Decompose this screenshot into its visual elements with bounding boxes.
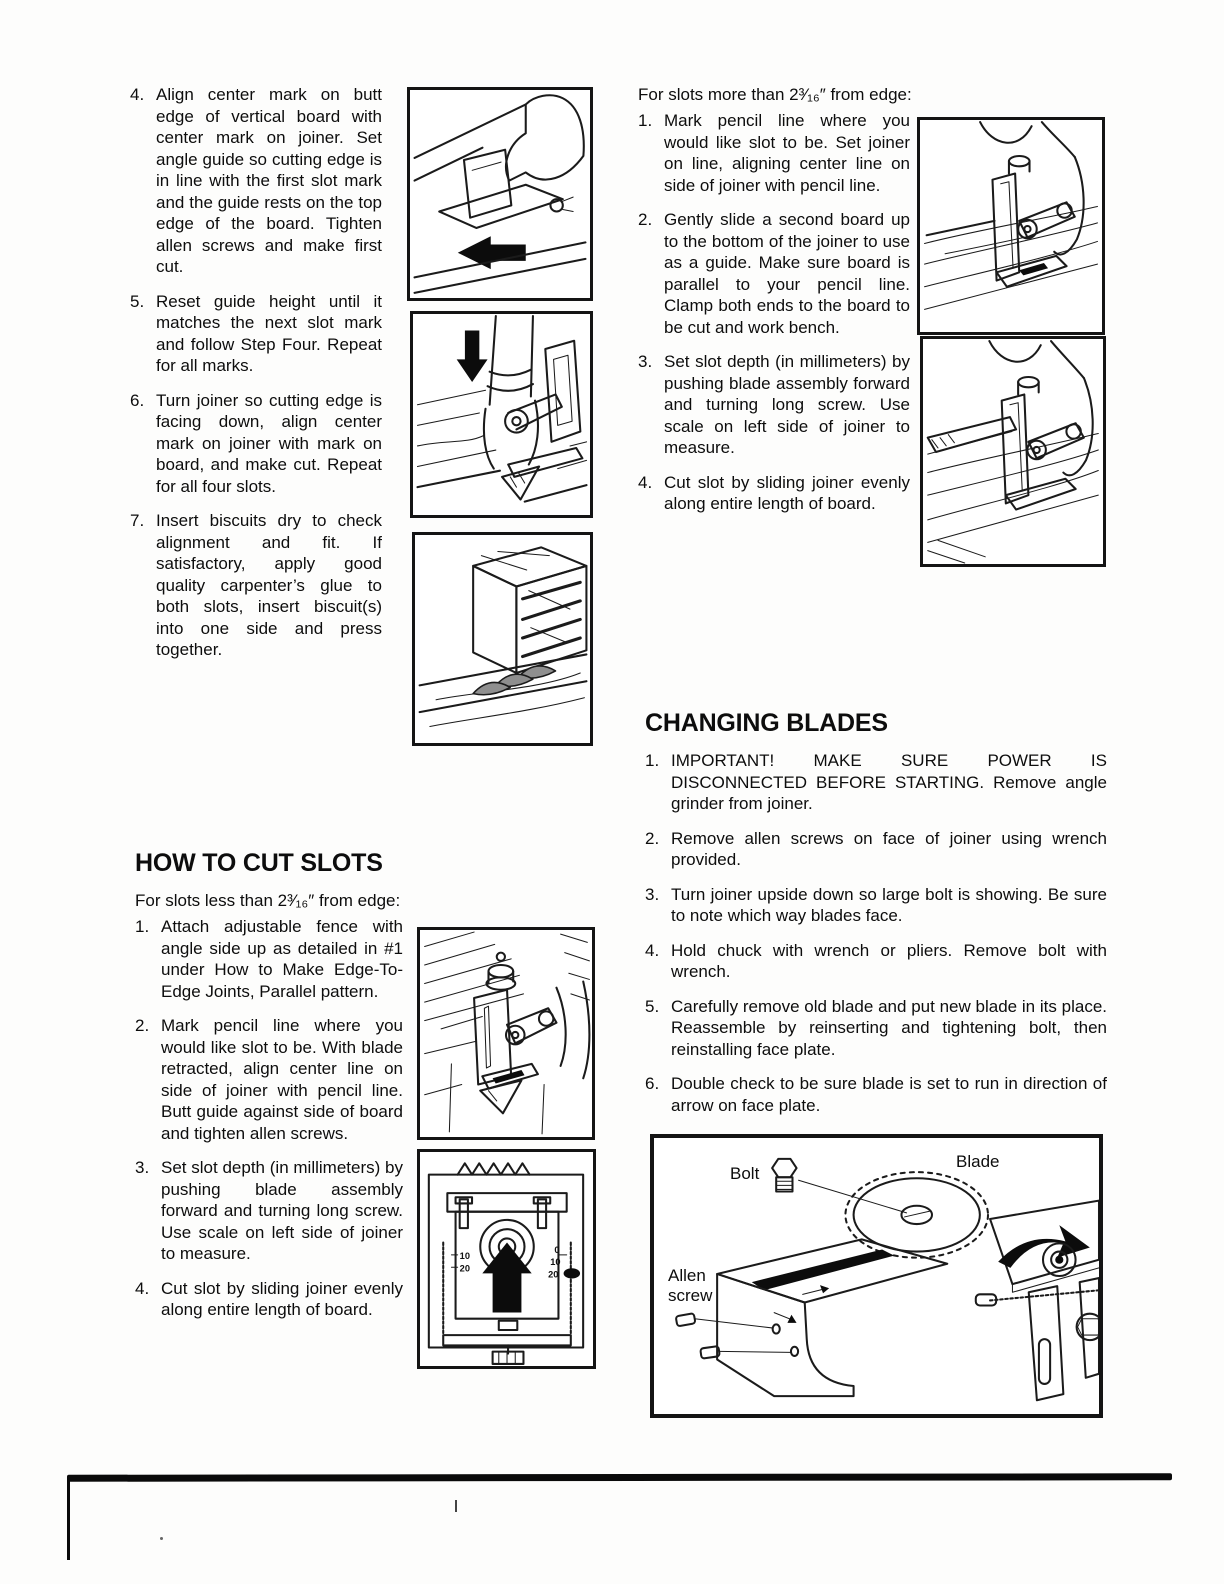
step-text: Double check to be sure blade is set to run in direction of arrow on face plate. [671, 1074, 1107, 1115]
list-item [135, 1015, 403, 1144]
step-number: 4. [130, 85, 145, 104]
scale-left-20: 20 [459, 1263, 470, 1274]
list-item [645, 750, 1107, 815]
step-number: 1. [645, 751, 660, 770]
list-item [638, 472, 910, 515]
scan-artifact-dot [160, 1537, 163, 1540]
list-item [135, 1278, 403, 1321]
list-item [638, 209, 910, 338]
step-text: Cut slot by sliding joiner evenly along entire length of board. [161, 1278, 403, 1319]
figure-joiner-on-pencil-line [917, 117, 1105, 335]
scan-artifact-tick [455, 1500, 457, 1512]
section-heading: HOW TO CUT SLOTS [135, 849, 383, 877]
step-number: 4. [645, 940, 660, 960]
scan-artifact-left-edge [67, 1480, 70, 1560]
step-number: 5. [645, 996, 660, 1016]
slots-near-steps-list [135, 916, 403, 1321]
step-text: Gently slide a second board up to the bottom of the joiner to use as a guide. Make sure board is parallel to your pencil line. Clamp both ends to the board to be cut and work bench. [664, 210, 910, 337]
slots-far-section [638, 84, 910, 528]
step-text: Set slot depth (in millimeters) by pushing blade assembly forward and turning long screw. Use scale on left side of joiner to measure. [664, 352, 910, 457]
step-text: Insert biscuits dry to check alignment and fit. If satisfactory, apply good quality carpenter’s glue to both slots, insert biscuit(s) into one side and press together. [156, 511, 382, 659]
list-item [645, 940, 1107, 983]
list-item [645, 996, 1107, 1061]
figure-joiner-vertical-cut [410, 311, 593, 518]
step-number: 1. [638, 111, 653, 130]
step-text: Set slot depth (in millimeters) by pushing blade assembly forward and turning long screw. Use scale on left side of joiner to measure. [161, 1158, 403, 1263]
allen-screw-label: Allen screw [668, 1266, 713, 1305]
step-number: 1. [135, 917, 150, 936]
step-number: 4. [135, 1278, 150, 1298]
scale-right-10: 10 [550, 1257, 561, 1268]
figure-joiner-with-guide-board [920, 336, 1106, 567]
step-number: 3. [645, 884, 660, 904]
step-text: Turn joiner upside down so large bolt is showing. Be sure to note which way blades face. [671, 884, 1107, 925]
step-text: Remove allen screws on face of joiner using wrench provided. [671, 828, 1107, 869]
blade-label: Blade [956, 1152, 1000, 1171]
step-text: Turn joiner so cutting edge is facing down, align center mark on joiner with mark on board, and make cut. Repeat for all four slots. [156, 390, 382, 496]
step-number: 2. [645, 828, 660, 848]
step-number: 3. [135, 1158, 150, 1177]
changing-blades-section [645, 710, 1107, 1129]
list-item [638, 351, 910, 459]
figure-depth-scale-front-view [417, 1149, 596, 1369]
list-item [135, 916, 403, 1002]
changing-blades-steps-list [645, 750, 1107, 1116]
scale-left-10: 10 [459, 1251, 470, 1261]
list-item [645, 828, 1107, 871]
list-item [130, 510, 382, 661]
list-item [645, 1073, 1107, 1116]
step-number: 3. [638, 352, 653, 371]
list-item [130, 84, 382, 278]
slots-far-steps-list [638, 110, 910, 515]
step-number: 7. [130, 511, 145, 530]
figure-biscuits-in-slots [412, 532, 593, 746]
step-text: Carefully remove old blade and put new blade in its place. Reassemble by reinserting and tightening bolt, then reinstalling face plate. [671, 996, 1107, 1059]
step-text: Mark pencil line where you would like slot to be. Set joiner on line, aligning center line on side of joiner with pencil line. [664, 111, 910, 195]
scale-right-0: 0 [554, 1244, 560, 1255]
list-item [130, 390, 382, 498]
list-item [645, 884, 1107, 927]
step-text: Cut slot by sliding joiner evenly along entire length of board. [664, 472, 910, 513]
scan-artifact-bar [67, 1473, 1172, 1482]
step-text: IMPORTANT! MAKE SURE POWER IS DISCONNECTED BEFORE STARTING. Remove angle grinder from joiner. [671, 751, 1107, 813]
step-number: 5. [130, 291, 145, 311]
step-text: Reset guide height until it matches the next slot mark and follow Step Four. Repeat for all marks. [156, 291, 382, 375]
step-text: Align center mark on butt edge of vertical board with center mark on joiner. Set angle guide so cutting edge is in line with the first slot mark and the guide rests on the top edge of the board. Tighten allen screws and make first cut. [156, 85, 382, 276]
edge-joint-steps-list [130, 84, 382, 674]
step-text: Attach adjustable fence with angle side up as detailed in #1 under How to Make Edge-To-Edge Joints, Parallel pattern. [161, 917, 403, 1001]
list-item [130, 291, 382, 377]
step-number: 2. [638, 210, 653, 229]
slots-far-intro: For slots more than 2³⁄₁₆″ from edge: [638, 85, 912, 104]
list-item [638, 110, 910, 196]
figure-blade-exploded-diagram [650, 1134, 1103, 1418]
how-to-cut-slots-section [135, 850, 403, 1334]
step-text: Hold chuck with wrench or pliers. Remove bolt with wrench. [671, 940, 1107, 981]
slots-near-intro: For slots less than 2³⁄₁₆″ from edge: [135, 891, 401, 910]
bolt-label: Bolt [730, 1164, 760, 1183]
section-heading: CHANGING BLADES [645, 709, 888, 737]
scale-right-20: 20 [548, 1269, 559, 1280]
figure-joiner-at-board-edge [417, 927, 595, 1140]
step-number: 6. [130, 390, 145, 410]
figure-joiner-first-cut [407, 87, 593, 301]
step-number: 2. [135, 1016, 150, 1035]
step-text: Mark pencil line where you would like slot to be. With blade retracted, align center line on side of joiner with pencil line. Butt guide against side of board and tighten allen screws. [161, 1016, 403, 1143]
step-number: 4. [638, 472, 653, 492]
step-number: 6. [645, 1074, 660, 1093]
list-item [135, 1157, 403, 1265]
